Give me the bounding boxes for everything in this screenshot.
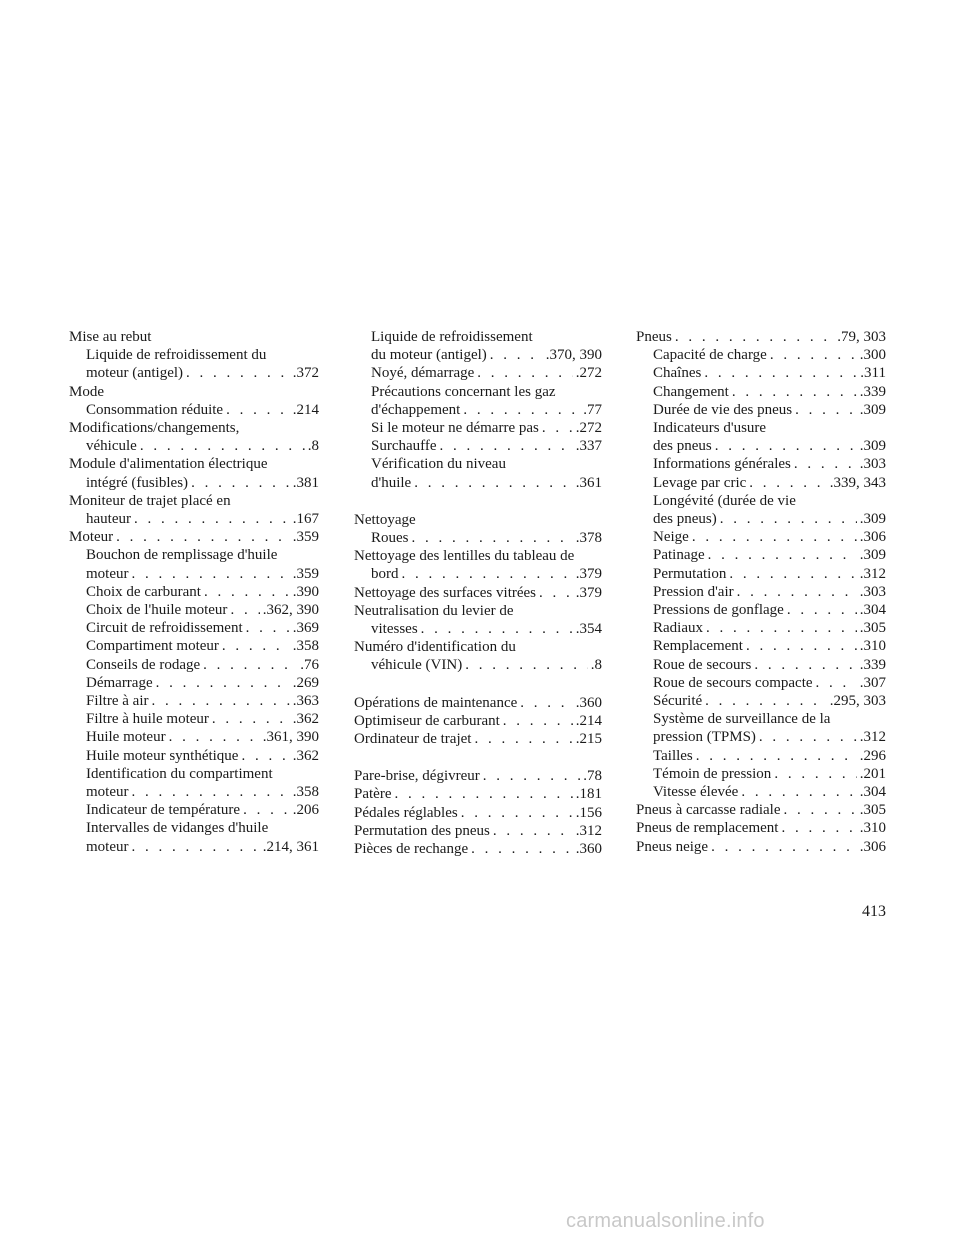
page-reference: .362, 390 — [262, 602, 319, 619]
index-subentry — [69, 819, 319, 855]
dot-leader — [749, 474, 826, 492]
index-entry — [354, 767, 602, 785]
entry-text: Conseils de rodage — [86, 656, 201, 673]
entry-text: Indicateurs d'usure — [653, 420, 767, 437]
page-reference: .362 — [292, 711, 319, 728]
entry-text: Durée de vie des pneus — [653, 401, 793, 418]
dot-leader — [191, 474, 290, 492]
dot-leader — [708, 546, 857, 564]
dot-leader — [520, 694, 572, 712]
index-subentry — [69, 637, 319, 655]
dot-leader — [140, 437, 305, 455]
entry-text: Circuit de refroidissement — [86, 620, 243, 637]
dot-leader — [246, 619, 290, 637]
index-subentry — [69, 583, 319, 601]
page-reference: .306 — [859, 529, 886, 546]
entry-text: intégré (fusibles) — [86, 474, 189, 491]
index-entry — [354, 822, 602, 840]
index-subentry — [636, 528, 886, 546]
entry-text: d'huile — [371, 474, 412, 491]
entry-text: véhicule (VIN) — [371, 657, 463, 674]
page-reference: .310 — [859, 820, 886, 837]
entry-text: Changement — [653, 383, 729, 400]
entry-text: Neige — [653, 529, 689, 546]
entry-text: Pièces de rechange — [354, 841, 469, 858]
entry-text: hauteur — [86, 511, 131, 528]
page-reference: .339 — [859, 656, 886, 673]
dot-leader — [539, 584, 573, 602]
index-entry — [354, 694, 602, 712]
index-subentry — [69, 546, 319, 582]
index-entry — [354, 584, 602, 602]
entry-text: Ordinateur de trajet — [354, 731, 472, 748]
index-subentry — [69, 747, 319, 765]
index-subentry — [69, 619, 319, 637]
index-subentry — [354, 328, 602, 364]
entry-text: Informations générales — [653, 456, 791, 473]
index-subentry — [354, 364, 602, 382]
index-subentry — [636, 601, 886, 619]
entry-text: Radiaux — [653, 620, 703, 637]
page-reference: .8 — [307, 438, 319, 455]
dot-leader — [732, 383, 857, 401]
index-subentry — [354, 529, 602, 547]
dot-leader — [715, 437, 857, 455]
dot-leader — [729, 565, 856, 583]
page-reference: .358 — [292, 638, 319, 655]
dot-leader — [770, 346, 857, 364]
entry-text: Pneus neige — [636, 838, 709, 855]
index-subentry — [69, 401, 319, 419]
index-subentry — [636, 546, 886, 564]
entry-text: Précautions concernant les gaz — [371, 383, 556, 400]
entry-text: Noyé, démarrage — [371, 365, 475, 382]
page-reference: .369 — [292, 620, 319, 637]
index-subentry — [69, 692, 319, 710]
index-subentry — [636, 401, 886, 419]
index-subentry — [69, 674, 319, 692]
page-reference: .215 — [575, 731, 602, 748]
entry-text: moteur — [86, 838, 129, 855]
index-column-1 — [69, 328, 319, 856]
dot-leader — [116, 528, 290, 546]
entry-text: Bouchon de remplissage d'huile — [86, 547, 278, 564]
dot-leader — [794, 455, 857, 473]
page-reference: .359 — [292, 529, 319, 546]
index-entry — [354, 602, 602, 638]
entry-text: Pare-brise, dégivreur — [354, 768, 480, 785]
index-entry — [636, 328, 886, 346]
page-reference: .360 — [575, 694, 602, 711]
dot-leader — [156, 674, 290, 692]
dot-leader — [402, 565, 573, 583]
dot-leader — [754, 656, 856, 674]
dot-leader — [412, 529, 573, 547]
entry-text: Roue de secours compacte — [653, 674, 813, 691]
dot-leader — [474, 730, 572, 748]
entry-text: Système de surveillance de la — [653, 711, 831, 728]
entry-text: Chaînes — [653, 365, 702, 382]
entry-text: Nettoyage — [354, 511, 416, 528]
index-subentry — [636, 747, 886, 765]
entry-text: des pneus) — [653, 511, 717, 528]
entry-text: Tailles — [653, 747, 693, 764]
entry-text: Si le moteur ne démarre pas — [371, 420, 539, 437]
index-subentry — [636, 419, 886, 455]
page-reference: .339 — [859, 383, 886, 400]
index-subentry — [636, 783, 886, 801]
index-subentry — [636, 492, 886, 528]
dot-leader — [704, 364, 857, 382]
page-reference: .272 — [575, 420, 602, 437]
entry-text: Huile moteur synthétique — [86, 747, 239, 764]
page-number: 413 — [862, 903, 886, 920]
dot-leader — [711, 838, 857, 856]
index-entry — [636, 801, 886, 819]
page-reference: .296 — [859, 747, 886, 764]
page-reference: .379 — [575, 566, 602, 583]
dot-leader — [243, 801, 290, 819]
page-reference: .312 — [859, 729, 886, 746]
page-reference: .303 — [859, 583, 886, 600]
dot-leader — [781, 819, 856, 837]
page-reference: .378 — [575, 530, 602, 547]
index-entry — [69, 492, 319, 528]
page-reference: .201 — [859, 765, 886, 782]
page-reference: .310 — [859, 638, 886, 655]
index-subentry — [69, 710, 319, 728]
index-subentry — [636, 619, 886, 637]
page-reference: .304 — [859, 602, 886, 619]
entry-text: véhicule — [86, 438, 137, 455]
entry-text: Consommation réduite — [86, 401, 224, 418]
dot-leader — [746, 637, 857, 655]
dot-leader — [230, 601, 259, 619]
entry-text: Surchauffe — [371, 438, 437, 455]
page-reference: .309 — [859, 511, 886, 528]
entry-text: du moteur (antigel) — [371, 347, 487, 364]
entry-text: Patère — [354, 786, 392, 803]
entry-text: Liquide de refroidissement — [371, 329, 533, 345]
entry-text: Remplacement — [653, 638, 743, 655]
page-reference: .214 — [575, 712, 602, 729]
index-column-2 — [354, 328, 602, 858]
page-reference: .77 — [583, 401, 602, 418]
entry-text: moteur (antigel) — [86, 365, 184, 382]
page-reference: .272 — [575, 365, 602, 382]
entry-text: Pédales réglables — [354, 804, 458, 821]
entry-text: des pneus — [653, 438, 712, 455]
page-reference: .361 — [575, 474, 602, 491]
page-reference: .359 — [292, 565, 319, 582]
index-subentry — [636, 710, 886, 746]
watermark-text: carmanualsonline.info — [566, 1210, 765, 1232]
dot-leader — [542, 419, 573, 437]
index-entry — [636, 819, 886, 837]
index-subentry — [636, 692, 886, 710]
dot-leader — [203, 656, 297, 674]
dot-leader — [134, 510, 290, 528]
page-reference: .358 — [292, 784, 319, 801]
entry-text: Huile moteur — [86, 729, 166, 746]
entry-text: Choix de carburant — [86, 583, 201, 600]
index-subentry — [636, 765, 886, 783]
dot-leader — [241, 747, 289, 765]
entry-text: Permutation des pneus — [354, 822, 490, 839]
dot-leader — [759, 728, 857, 746]
index-entry — [354, 840, 602, 858]
entry-text: Compartiment moteur — [86, 638, 219, 655]
index-entry — [354, 804, 602, 822]
page-reference: .354 — [575, 621, 602, 638]
dot-leader — [503, 712, 573, 730]
entry-text: Longévité (durée de vie — [653, 492, 796, 509]
page-reference: .304 — [859, 784, 886, 801]
entry-text: Moniteur de trajet placé en — [69, 492, 231, 509]
page-reference: .269 — [292, 674, 319, 691]
page-reference: .337 — [575, 438, 602, 455]
index-subentry — [69, 656, 319, 674]
dot-leader — [204, 583, 290, 601]
dot-leader — [705, 692, 827, 710]
page-reference: .300 — [859, 347, 886, 364]
dot-leader — [421, 620, 573, 638]
entry-text: Témoin de pression — [653, 765, 772, 782]
dot-leader — [463, 401, 580, 419]
entry-text: Filtre à air — [86, 693, 149, 710]
dot-leader — [414, 474, 573, 492]
page-reference: .372 — [292, 365, 319, 382]
dot-leader — [483, 767, 580, 785]
dot-leader — [477, 364, 572, 382]
page-reference: .181 — [575, 786, 602, 803]
page-reference: .295, 303 — [829, 693, 886, 710]
index-entry — [636, 838, 886, 856]
index-subentry — [636, 656, 886, 674]
dot-leader — [461, 804, 573, 822]
page-reference: .361, 390 — [262, 729, 319, 746]
dot-leader — [440, 437, 573, 455]
page-reference: .370, 390 — [545, 347, 602, 364]
dot-leader — [787, 601, 857, 619]
page-reference: .339, 343 — [829, 474, 886, 491]
page-reference: .306 — [859, 838, 886, 855]
index-subentry — [69, 728, 319, 746]
page-reference: .214, 361 — [262, 838, 319, 855]
dot-leader — [784, 801, 857, 819]
index-entry — [354, 638, 602, 674]
page-reference: .156 — [575, 804, 602, 821]
entry-text: Vitesse élevée — [653, 784, 739, 801]
dot-leader — [737, 583, 857, 601]
entry-text: Démarrage — [86, 674, 153, 691]
entry-text: moteur — [86, 784, 129, 801]
entry-text: Patinage — [653, 547, 705, 564]
index-subentry — [354, 419, 602, 437]
index-entry — [69, 455, 319, 491]
index-entry — [354, 547, 602, 583]
entry-text: Intervalles de vidanges d'huile — [86, 820, 269, 837]
index-entry — [354, 712, 602, 730]
dot-leader — [816, 674, 857, 692]
dot-leader — [774, 765, 856, 783]
entry-text: Mode — [69, 383, 104, 400]
entry-text: pression (TPMS) — [653, 729, 756, 746]
entry-text: vitesses — [371, 621, 418, 638]
dot-leader — [186, 364, 290, 382]
page-reference: .305 — [859, 802, 886, 819]
page-reference: .312 — [859, 565, 886, 582]
entry-text: Module d'alimentation électrique — [69, 456, 268, 473]
index-subentry — [636, 565, 886, 583]
dot-leader — [169, 728, 260, 746]
index-subentry — [69, 601, 319, 619]
index-subentry — [354, 383, 602, 419]
page-reference: .167 — [292, 511, 319, 528]
page-reference: .309 — [859, 438, 886, 455]
entry-text: Filtre à huile moteur — [86, 711, 209, 728]
entry-text: Pneus à carcasse radiale — [636, 802, 781, 819]
index-subentry — [354, 455, 602, 491]
dot-leader — [132, 838, 260, 856]
page-reference: .390 — [292, 583, 319, 600]
dot-leader — [720, 510, 857, 528]
index-entry — [69, 383, 319, 401]
index-subentry — [636, 674, 886, 692]
dot-leader — [151, 692, 289, 710]
entry-text: Choix de l'huile moteur — [86, 602, 228, 619]
page-reference: .362 — [292, 747, 319, 764]
page-reference: .381 — [292, 474, 319, 491]
entry-text: Modifications/changements, — [69, 420, 240, 437]
index-entry — [69, 419, 319, 455]
entry-text: Moteur — [69, 529, 114, 546]
page-reference: .8 — [590, 657, 602, 674]
index-subentry — [636, 455, 886, 473]
entry-text: Nettoyage des lentilles du tableau de — [354, 548, 575, 565]
page-reference: .214 — [292, 401, 319, 418]
entry-text: Opérations de maintenance — [354, 694, 518, 711]
entry-text: d'échappement — [371, 401, 461, 418]
dot-leader — [490, 346, 543, 364]
page-reference: .305 — [859, 620, 886, 637]
entry-text: Levage par cric — [653, 474, 747, 491]
dot-leader — [132, 565, 290, 583]
page-reference: .78 — [583, 768, 602, 785]
index-subentry — [636, 364, 886, 382]
entry-text: Nettoyage des surfaces vitrées — [354, 584, 537, 601]
dot-leader — [493, 822, 573, 840]
index-entry — [69, 528, 319, 546]
page-reference: .311 — [860, 365, 886, 382]
entry-text: Indicateur de température — [86, 802, 241, 819]
entry-text: Roue de secours — [653, 656, 752, 673]
dot-leader — [741, 783, 856, 801]
dot-leader — [795, 401, 857, 419]
page-reference: .303 — [859, 456, 886, 473]
page-reference: .309 — [859, 401, 886, 418]
index-entry — [354, 785, 602, 803]
page-reference: .360 — [575, 841, 602, 858]
dot-leader — [692, 528, 857, 546]
index-subentry — [69, 765, 319, 801]
index-subentry — [69, 346, 319, 382]
entry-text: Neutralisation du levier de — [354, 602, 514, 619]
dot-leader — [696, 747, 857, 765]
index-entry — [354, 511, 602, 529]
dot-leader — [706, 619, 857, 637]
dot-leader — [465, 656, 588, 674]
dot-leader — [212, 710, 290, 728]
entry-text: Pneus — [636, 329, 672, 345]
dot-leader — [675, 328, 834, 346]
page-reference: .79, 303 — [837, 329, 886, 345]
index-entry — [69, 328, 319, 346]
index-subentry — [69, 801, 319, 819]
index-column-3 — [636, 328, 886, 856]
dot-leader — [471, 840, 573, 858]
page-reference: .363 — [292, 693, 319, 710]
entry-text: moteur — [86, 565, 129, 582]
entry-text: Identification du compartiment — [86, 765, 273, 782]
index-subentry — [636, 474, 886, 492]
index-subentry — [354, 437, 602, 455]
dot-leader — [394, 785, 572, 803]
entry-text: Pressions de gonflage — [653, 602, 784, 619]
entry-text: Mise au rebut — [69, 329, 152, 345]
page-reference: .76 — [300, 656, 319, 673]
dot-leader — [226, 401, 290, 419]
entry-text: Capacité de charge — [653, 347, 767, 364]
entry-text: Pression d'air — [653, 583, 734, 600]
index-subentry — [636, 637, 886, 655]
dot-leader — [132, 783, 290, 801]
index-subentry — [636, 346, 886, 364]
index-entry — [354, 730, 602, 748]
entry-text: Pneus de remplacement — [636, 820, 779, 837]
page-reference: .379 — [575, 584, 602, 601]
entry-text: bord — [371, 566, 399, 583]
page-reference: .307 — [859, 674, 886, 691]
entry-text: Roues — [371, 530, 409, 547]
index-subentry — [636, 383, 886, 401]
page-reference: .309 — [859, 547, 886, 564]
entry-text: Optimiseur de carburant — [354, 712, 500, 729]
entry-text: Permutation — [653, 565, 727, 582]
entry-text: Sécurité — [653, 693, 703, 710]
page-reference: .206 — [292, 802, 319, 819]
page-reference: .312 — [575, 822, 602, 839]
entry-text: Numéro d'identification du — [354, 639, 516, 656]
entry-text: Vérification du niveau — [371, 456, 506, 473]
index-subentry — [636, 583, 886, 601]
entry-text: Liquide de refroidissement du — [86, 347, 267, 364]
dot-leader — [222, 637, 290, 655]
